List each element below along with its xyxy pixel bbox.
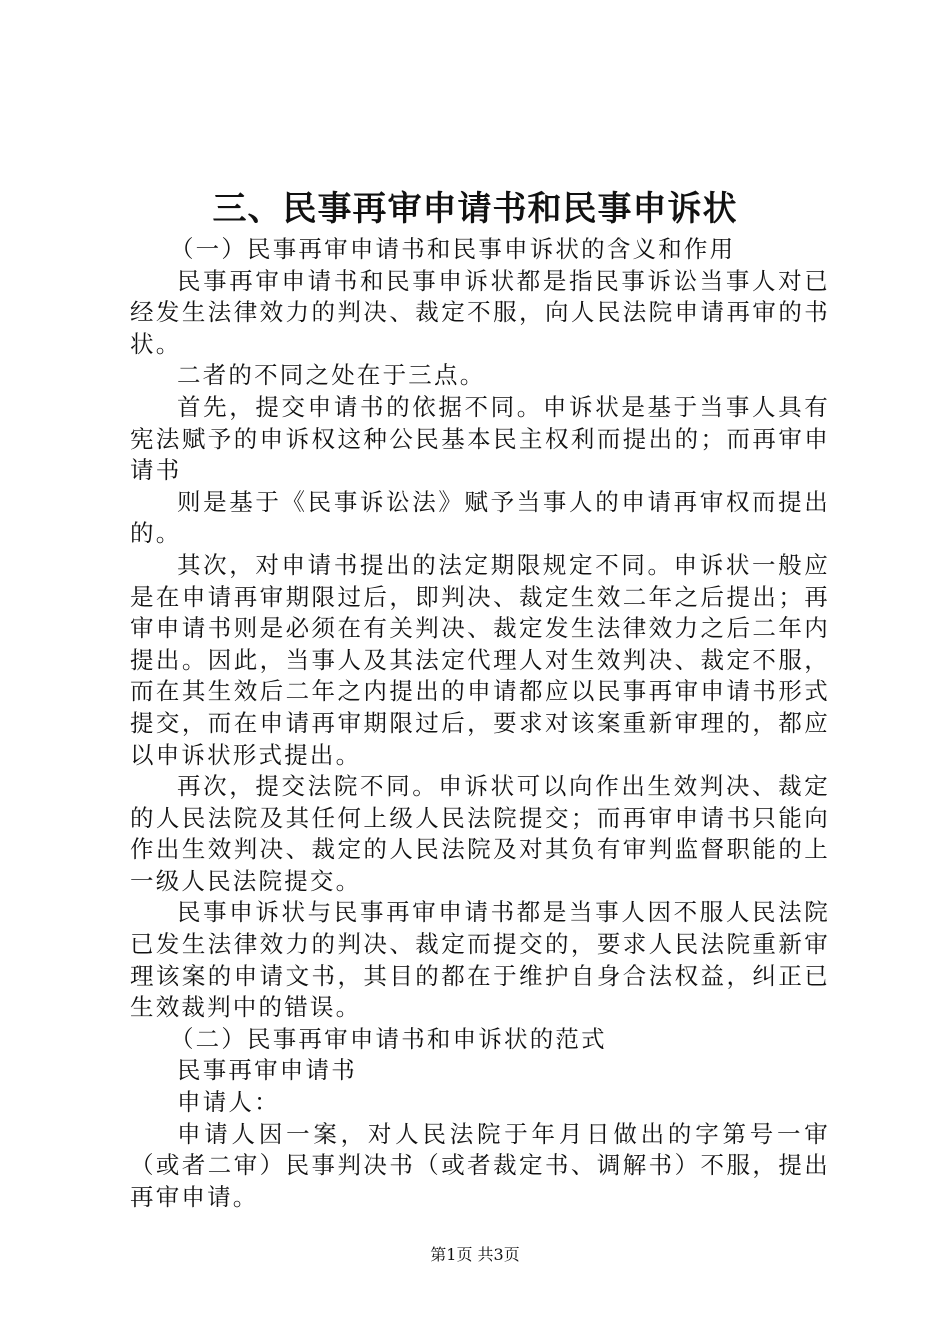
- section-heading-1: （一）民事再审申请书和民事申诉状的含义和作用: [169, 235, 736, 263]
- document-title: 三、民事再审申请书和民事申诉状: [212, 189, 738, 229]
- paragraph-common-purpose: 民事申诉状与民事再审申请书都是当事人因不服人民法院已发生法律效力的判决、裁定而提交的，要求人民法院重新审理该案的申请文书，其目的都在于维护自身合法权益，纠正已生效裁判中的错误。: [130, 898, 830, 1022]
- document-body: [130, 234, 830, 1213]
- paragraph-definition: 民事再审申请书和民事申诉状都是指民事诉讼当事人对已经发生法律效力的判决、裁定不服，向人民法院申请再审的书状。: [130, 266, 830, 358]
- paragraph-third-difference: 再次，提交法院不同。申诉状可以向作出生效判决、裁定的人民法院及其任何上级人民法院提交；而再审申请书只能向作出生效判决、裁定的人民法院及对其负有审判监督职能的上一级人民法院提交。: [130, 772, 830, 895]
- paragraph-first-difference: 首先，提交申请书的依据不同。申诉状是基于当事人具有宪法赋予的申诉权这种公民基本民主权利而提出的；而再审申请书: [130, 392, 830, 485]
- paragraph-differences-intro: 二者的不同之处在于三点。: [177, 361, 486, 390]
- paragraph-second-difference: 其次，对申请书提出的法定期限规定不同。申诉状一般应是在申请再审期限过后，即判决、裁定生效二年之后提出；再审申请书则是必须在有关判决、裁定发生法律效力之后二年内提出。因此，当事人及其法定代理人对生效判决、裁定不服，而在其生效后二年之内提出的申请都应以民事再审申请书形式提交，而在申请再审期限过后，要求对该案重新审理的，都应以申诉状形式提出。: [130, 550, 830, 769]
- page-footer: 第1页 共3页: [430, 1245, 520, 1264]
- section-heading-2: （二）民事再审申请书和申诉状的范式: [169, 1024, 607, 1053]
- paragraph-first-difference-cont: 则是基于《民事诉讼法》赋予当事人的申请再审权而提出的。: [130, 487, 830, 548]
- template-request: 申请人因一案，对人民法院于年月日做出的字第号一审（或者二审）民事判决书（或者裁定书、调解书）不服，提出再审申请。: [130, 1119, 830, 1211]
- template-title: 民事再审申请书: [177, 1056, 357, 1085]
- template-applicant: 申请人：: [177, 1088, 280, 1117]
